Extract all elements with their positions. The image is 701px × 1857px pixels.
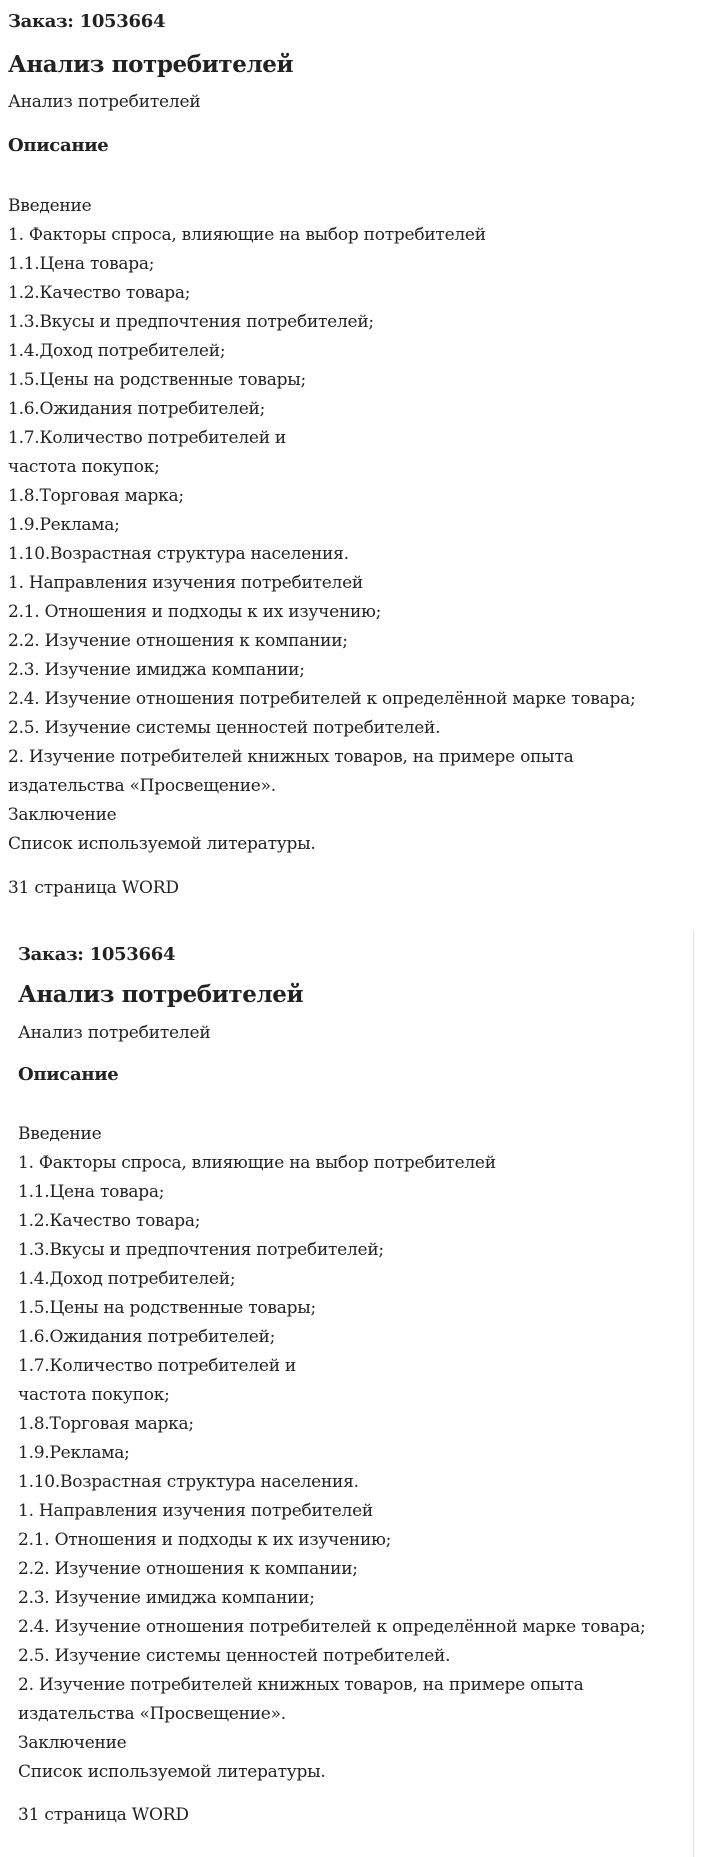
- content-line: 2. Изучение потребителей книжных товаров, на примере опыта: [18, 1675, 584, 1695]
- content-line: 2.5. Изучение системы ценностей потребителей.: [18, 1646, 451, 1666]
- content-line: 1.10.Возрастная структура населения.: [8, 544, 349, 564]
- content-line: 1.9.Реклама;: [8, 515, 120, 535]
- content-line: 1.10.Возрастная структура населения.: [18, 1472, 359, 1492]
- content-line: 1.5.Цены на родственные товары;: [18, 1298, 316, 1318]
- description-heading: Описание: [8, 135, 109, 156]
- content-line: 1.2.Качество товара;: [18, 1211, 201, 1231]
- content-line: 1.8.Торговая марка;: [18, 1414, 194, 1434]
- content-line: 1.3.Вкусы и предпочтения потребителей;: [18, 1240, 384, 1260]
- content-line: 2.1. Отношения и подходы к их изучению;: [8, 602, 382, 622]
- content-line: 2.2. Изучение отношения к компании;: [8, 631, 348, 651]
- content-line: 1. Факторы спроса, влияющие на выбор потребителей: [18, 1153, 496, 1173]
- content-line: 1.1.Цена товара;: [18, 1182, 165, 1202]
- order-number: Заказ: 1053664: [8, 11, 166, 32]
- table-of-contents: [8, 192, 636, 859]
- content-line: Список используемой литературы.: [8, 834, 316, 854]
- content-line: 1.7.Количество потребителей и: [18, 1356, 297, 1376]
- work-title: Анализ потребителей: [18, 981, 304, 1008]
- content-line: 2.2. Изучение отношения к компании;: [18, 1559, 358, 1579]
- content-line: 2.1. Отношения и подходы к их изучению;: [18, 1530, 392, 1550]
- order-card: [8, 930, 694, 1857]
- content-line: 1.4.Доход потребителей;: [8, 341, 226, 361]
- work-subtitle: Анализ потребителей: [18, 1023, 211, 1043]
- content-line: 2.5. Изучение системы ценностей потребителей.: [8, 718, 441, 738]
- content-line: 1.1.Цена товара;: [8, 254, 155, 274]
- work-subtitle: Анализ потребителей: [8, 92, 201, 112]
- content-line: 1.3.Вкусы и предпочтения потребителей;: [8, 312, 374, 332]
- content-line: 1. Направления изучения потребителей: [8, 573, 363, 593]
- content-line: Заключение: [18, 1733, 127, 1753]
- content-line: Введение: [18, 1124, 102, 1144]
- content-line: 1.6.Ожидания потребителей;: [18, 1327, 276, 1347]
- content-line: 2.3. Изучение имиджа компании;: [8, 660, 305, 680]
- content-line: 2. Изучение потребителей книжных товаров, на примере опыта: [8, 747, 574, 767]
- content-line: 2.3. Изучение имиджа компании;: [18, 1588, 315, 1608]
- content-line: Введение: [8, 196, 92, 216]
- content-line: 1.8.Торговая марка;: [8, 486, 184, 506]
- description-heading: Описание: [18, 1064, 119, 1085]
- content-line: 1.4.Доход потребителей;: [18, 1269, 236, 1289]
- content-line: 1. Направления изучения потребителей: [18, 1501, 373, 1521]
- table-of-contents: [18, 1120, 646, 1787]
- work-title: Анализ потребителей: [8, 51, 294, 78]
- content-line: издательства «Просвещение».: [8, 776, 276, 796]
- page-count-note: 31 страница WORD: [18, 1805, 189, 1825]
- content-line: 2.4. Изучение отношения потребителей к определённой марке товара;: [8, 689, 636, 709]
- content-line: 2.4. Изучение отношения потребителей к определённой марке товара;: [18, 1617, 646, 1637]
- content-line: Список используемой литературы.: [18, 1762, 326, 1782]
- content-line: издательства «Просвещение».: [18, 1704, 286, 1724]
- content-line: частота покупок;: [18, 1385, 170, 1405]
- content-line: 1.2.Качество товара;: [8, 283, 191, 303]
- order-number: Заказ: 1053664: [18, 944, 176, 965]
- content-line: 1.6.Ожидания потребителей;: [8, 399, 266, 419]
- content-line: 1.7.Количество потребителей и: [8, 428, 287, 448]
- content-line: 1.9.Реклама;: [18, 1443, 130, 1463]
- page-count-note: 31 страница WORD: [8, 878, 179, 898]
- content-line: Заключение: [8, 805, 117, 825]
- content-line: 1. Факторы спроса, влияющие на выбор потребителей: [8, 225, 486, 245]
- content-line: частота покупок;: [8, 457, 160, 477]
- content-line: 1.5.Цены на родственные товары;: [8, 370, 306, 390]
